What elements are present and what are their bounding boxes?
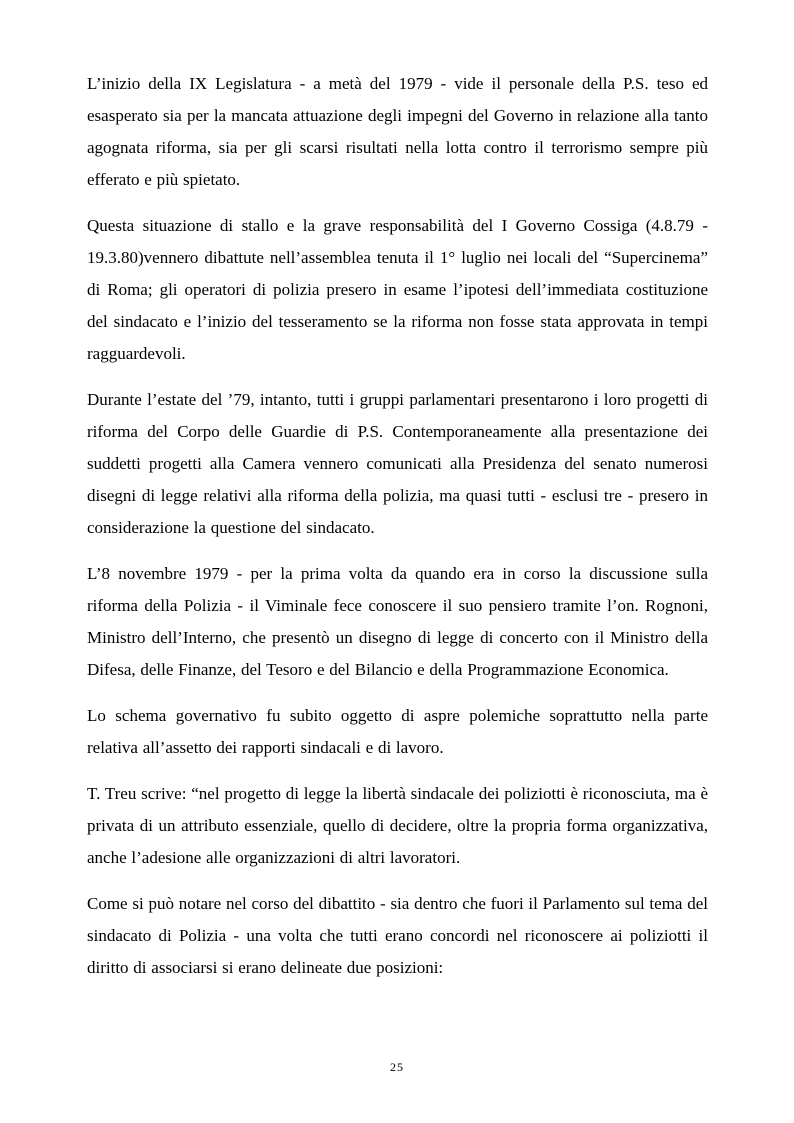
paragraph: L’inizio della IX Legislatura - a metà del 1979 - vide il personale della P.S. teso ed esasperato sia per la mancata attuazione degli impegni del Governo in relazione alla tanto agognata riforma, sia per gli scarsi risultati nella lotta contro il terrorismo sempre più efferato e più spietato.: [87, 74, 708, 189]
page-body: [87, 68, 708, 998]
paragraph: Come si può notare nel corso del dibattito - sia dentro che fuori il Parlamento sul tema del sindacato di Polizia - una volta che tutti erano concordi nel riconoscere ai poliziotti il diritto di associarsi si erano delineate due posizioni:: [87, 894, 708, 977]
paragraph: Questa situazione di stallo e la grave responsabilità del I Governo Cossiga (4.8.79 - 19.3.80)vennero dibattute nell’assemblea tenuta il 1° luglio nei locali del “Supercinema” di Roma; gli operatori di polizia presero in esame l’ipotesi dell’immediata costituzione del sindacato e l’inizio del tesseramento se la riforma non fosse stata approvata in tempi ragguardevoli.: [87, 216, 708, 363]
paragraph: T. Treu scrive: “nel progetto di legge la libertà sindacale dei poliziotti è riconosciuta, ma è privata di un attributo essenziale, quello di decidere, oltre la propria forma organizzativa, anche l’adesione alle organizzazioni di altri lavoratori.: [87, 784, 708, 867]
paragraph: Durante l’estate del ’79, intanto, tutti i gruppi parlamentari presentarono i loro progetti di riforma del Corpo delle Guardie di P.S. Contemporaneamente alla presentazione dei suddetti progetti alla Camera vennero comunicati alla Presidenza del senato numerosi disegni di legge relativi alla riforma della polizia, ma quasi tutti - esclusi tre - presero in considerazione la questione del sindacato.: [87, 390, 708, 537]
paragraph: L’8 novembre 1979 - per la prima volta da quando era in corso la discussione sulla riforma della Polizia - il Viminale fece conoscere il suo pensiero tramite l’on. Rognoni, Ministro dell’Interno, che presentò un disegno di legge di concerto con il Ministro della Difesa, delle Finanze, del Tesoro e del Bilancio e della Programmazione Economica.: [87, 564, 708, 679]
page-number: 25: [390, 1060, 404, 1074]
paragraph: Lo schema governativo fu subito oggetto di aspre polemiche soprattutto nella parte relativa all’assetto dei rapporti sindacali e di lavoro.: [87, 706, 708, 757]
